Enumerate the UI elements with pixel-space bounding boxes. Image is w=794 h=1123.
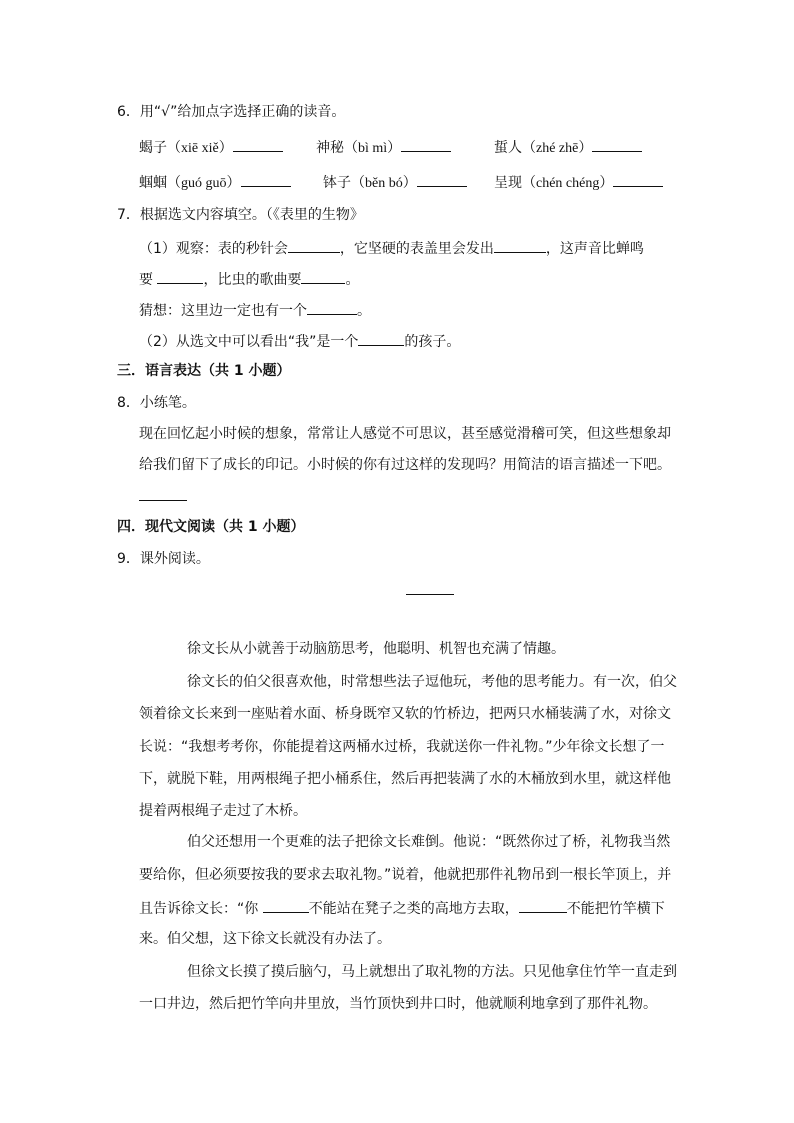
q6-word: 蜇人	[494, 140, 522, 156]
answer-blank[interactable]	[358, 331, 404, 346]
q7-part1-line2	[139, 269, 359, 289]
answer-blank[interactable]	[592, 137, 642, 152]
q7-text: 。	[345, 272, 360, 288]
q6-options: （běn bó）	[351, 176, 417, 191]
q6-word: 呈现	[494, 175, 522, 191]
section-4-heading: 四．现代文阅读（共 1 小题）	[117, 519, 305, 535]
answer-blank[interactable]	[301, 269, 345, 284]
q8-stem: 8．小练笔。	[117, 395, 196, 411]
q6-options: （chén chéng）	[522, 176, 614, 191]
answer-blank[interactable]	[139, 486, 187, 501]
q7-part2	[139, 331, 460, 351]
q6-stem: 6．用“√”给加点字选择正确的读音。	[117, 104, 346, 120]
q6-item-5	[323, 172, 467, 193]
q7-text: （2）从选文中可以看出“我”是一个	[139, 334, 359, 350]
q9-para4-line1: 但徐文长摸了摸后脑勺，马上就想出了取礼物的方法。只见他拿住竹竿一直走到	[187, 964, 677, 980]
q7-text: ，比虫的歌曲要	[203, 272, 302, 288]
q7-text: 要	[139, 272, 153, 288]
q9-para1: 徐文长从小就善于动脑筋思考，他聪明、机智也充满了情趣。	[187, 641, 565, 657]
answer-blank[interactable]	[233, 137, 283, 152]
answer-blank[interactable]	[307, 300, 357, 315]
answer-blank[interactable]	[241, 172, 291, 187]
answer-blank[interactable]	[417, 172, 467, 187]
q7-text: ，这声音比蝉鸣	[545, 241, 644, 257]
q9-para2-line1: 徐文长的伯父很喜欢他，时常想些法子逗他玩，考他的思考能力。有一次，伯父	[187, 674, 677, 690]
q9-para2-line5: 提着两根绳子走过了木桥。	[139, 803, 307, 819]
answer-blank[interactable]	[406, 580, 454, 595]
answer-blank[interactable]	[519, 898, 567, 913]
q6-options: （guó guō）	[167, 176, 241, 191]
q8-answer	[139, 486, 187, 506]
q9-title-blank	[406, 580, 454, 600]
q9-para2-line2: 领着徐文长来到一座贴着水面、桥身既窄又软的竹桥边，把两只水桶装满了水，对徐文	[139, 706, 671, 722]
q6-item-6	[494, 172, 663, 193]
q6-word: 钵子	[323, 175, 351, 191]
q6-item-1	[139, 137, 283, 158]
answer-blank[interactable]	[613, 172, 663, 187]
q9-para4-line2: 一口井边，然后把竹竿向井里放，当竹顶快到井口时，他就顺利地拿到了那件礼物。	[139, 996, 657, 1012]
q6-options: （zhé zhē）	[522, 141, 593, 156]
q9-para3-line1: 伯父还想用一个更难的法子把徐文长难倒。他说：“既然你过了桥，礼物我当然	[187, 834, 671, 850]
q6-word: 蝎子	[139, 140, 167, 156]
q6-item-2	[316, 137, 451, 158]
answer-blank[interactable]	[494, 238, 546, 253]
q9-para2-line3: 长说：“我想考考你，你能提着这两桶水过桥，我就送你一件礼物。”少年徐文长想了一	[139, 739, 665, 755]
q9-text: 且告诉徐文长：“你	[139, 901, 259, 917]
q6-item-3	[494, 137, 642, 158]
q9-para3-line2: 要给你，但必须要按我的要求去取礼物。”说着，他就把那件礼物吊到一根长竿顶上，并	[139, 867, 672, 883]
q9-text: 不能把竹竿横下	[566, 901, 665, 917]
answer-blank[interactable]	[288, 238, 340, 253]
q9-stem: 9．课外阅读。	[117, 551, 210, 567]
q6-word: 神秘	[316, 140, 344, 156]
q6-options: （bì mì）	[344, 141, 402, 156]
q8-prompt-line2: 给我们留下了成长的印记。小时候的你有过这样的发现吗？用简洁的语言描述一下吧。	[139, 457, 671, 473]
q9-para2-line4: 下，就脱下鞋，用两根绳子把小桶系住，然后再把装满了水的木桶放到水里，就这样他	[139, 771, 671, 787]
q7-stem: 7．根据选文内容填空。（《表里的生物》	[117, 207, 364, 223]
q6-options: （xiē xiě）	[167, 141, 233, 156]
q7-text: （1）观察：表的秒针会	[139, 241, 288, 257]
section-3-heading: 三．语言表达（共 1 小题）	[117, 363, 291, 379]
q7-text: 的孩子。	[404, 334, 461, 350]
q9-para3-line3	[139, 898, 665, 918]
q9-text: 不能站在凳子之类的高地方去取，	[308, 901, 519, 917]
q6-item-4	[139, 172, 291, 193]
q8-prompt-line1: 现在回忆起小时候的想象，常常让人感觉不可思议，甚至感觉滑稽可笑，但这些想象却	[139, 426, 671, 442]
q9-para3-line4: 来。伯父想，这下徐文长就没有办法了。	[139, 931, 391, 947]
q7-text: ，它坚硬的表盖里会发出	[339, 241, 494, 257]
q7-text: 猜想：这里边一定也有一个	[139, 303, 307, 319]
q7-guess	[139, 300, 371, 320]
answer-blank[interactable]	[263, 898, 309, 913]
q6-word: 蝈蝈	[139, 175, 167, 191]
q7-text: 。	[357, 303, 371, 319]
answer-blank[interactable]	[401, 137, 451, 152]
q7-part1-line1	[139, 238, 644, 258]
answer-blank[interactable]	[157, 269, 203, 284]
